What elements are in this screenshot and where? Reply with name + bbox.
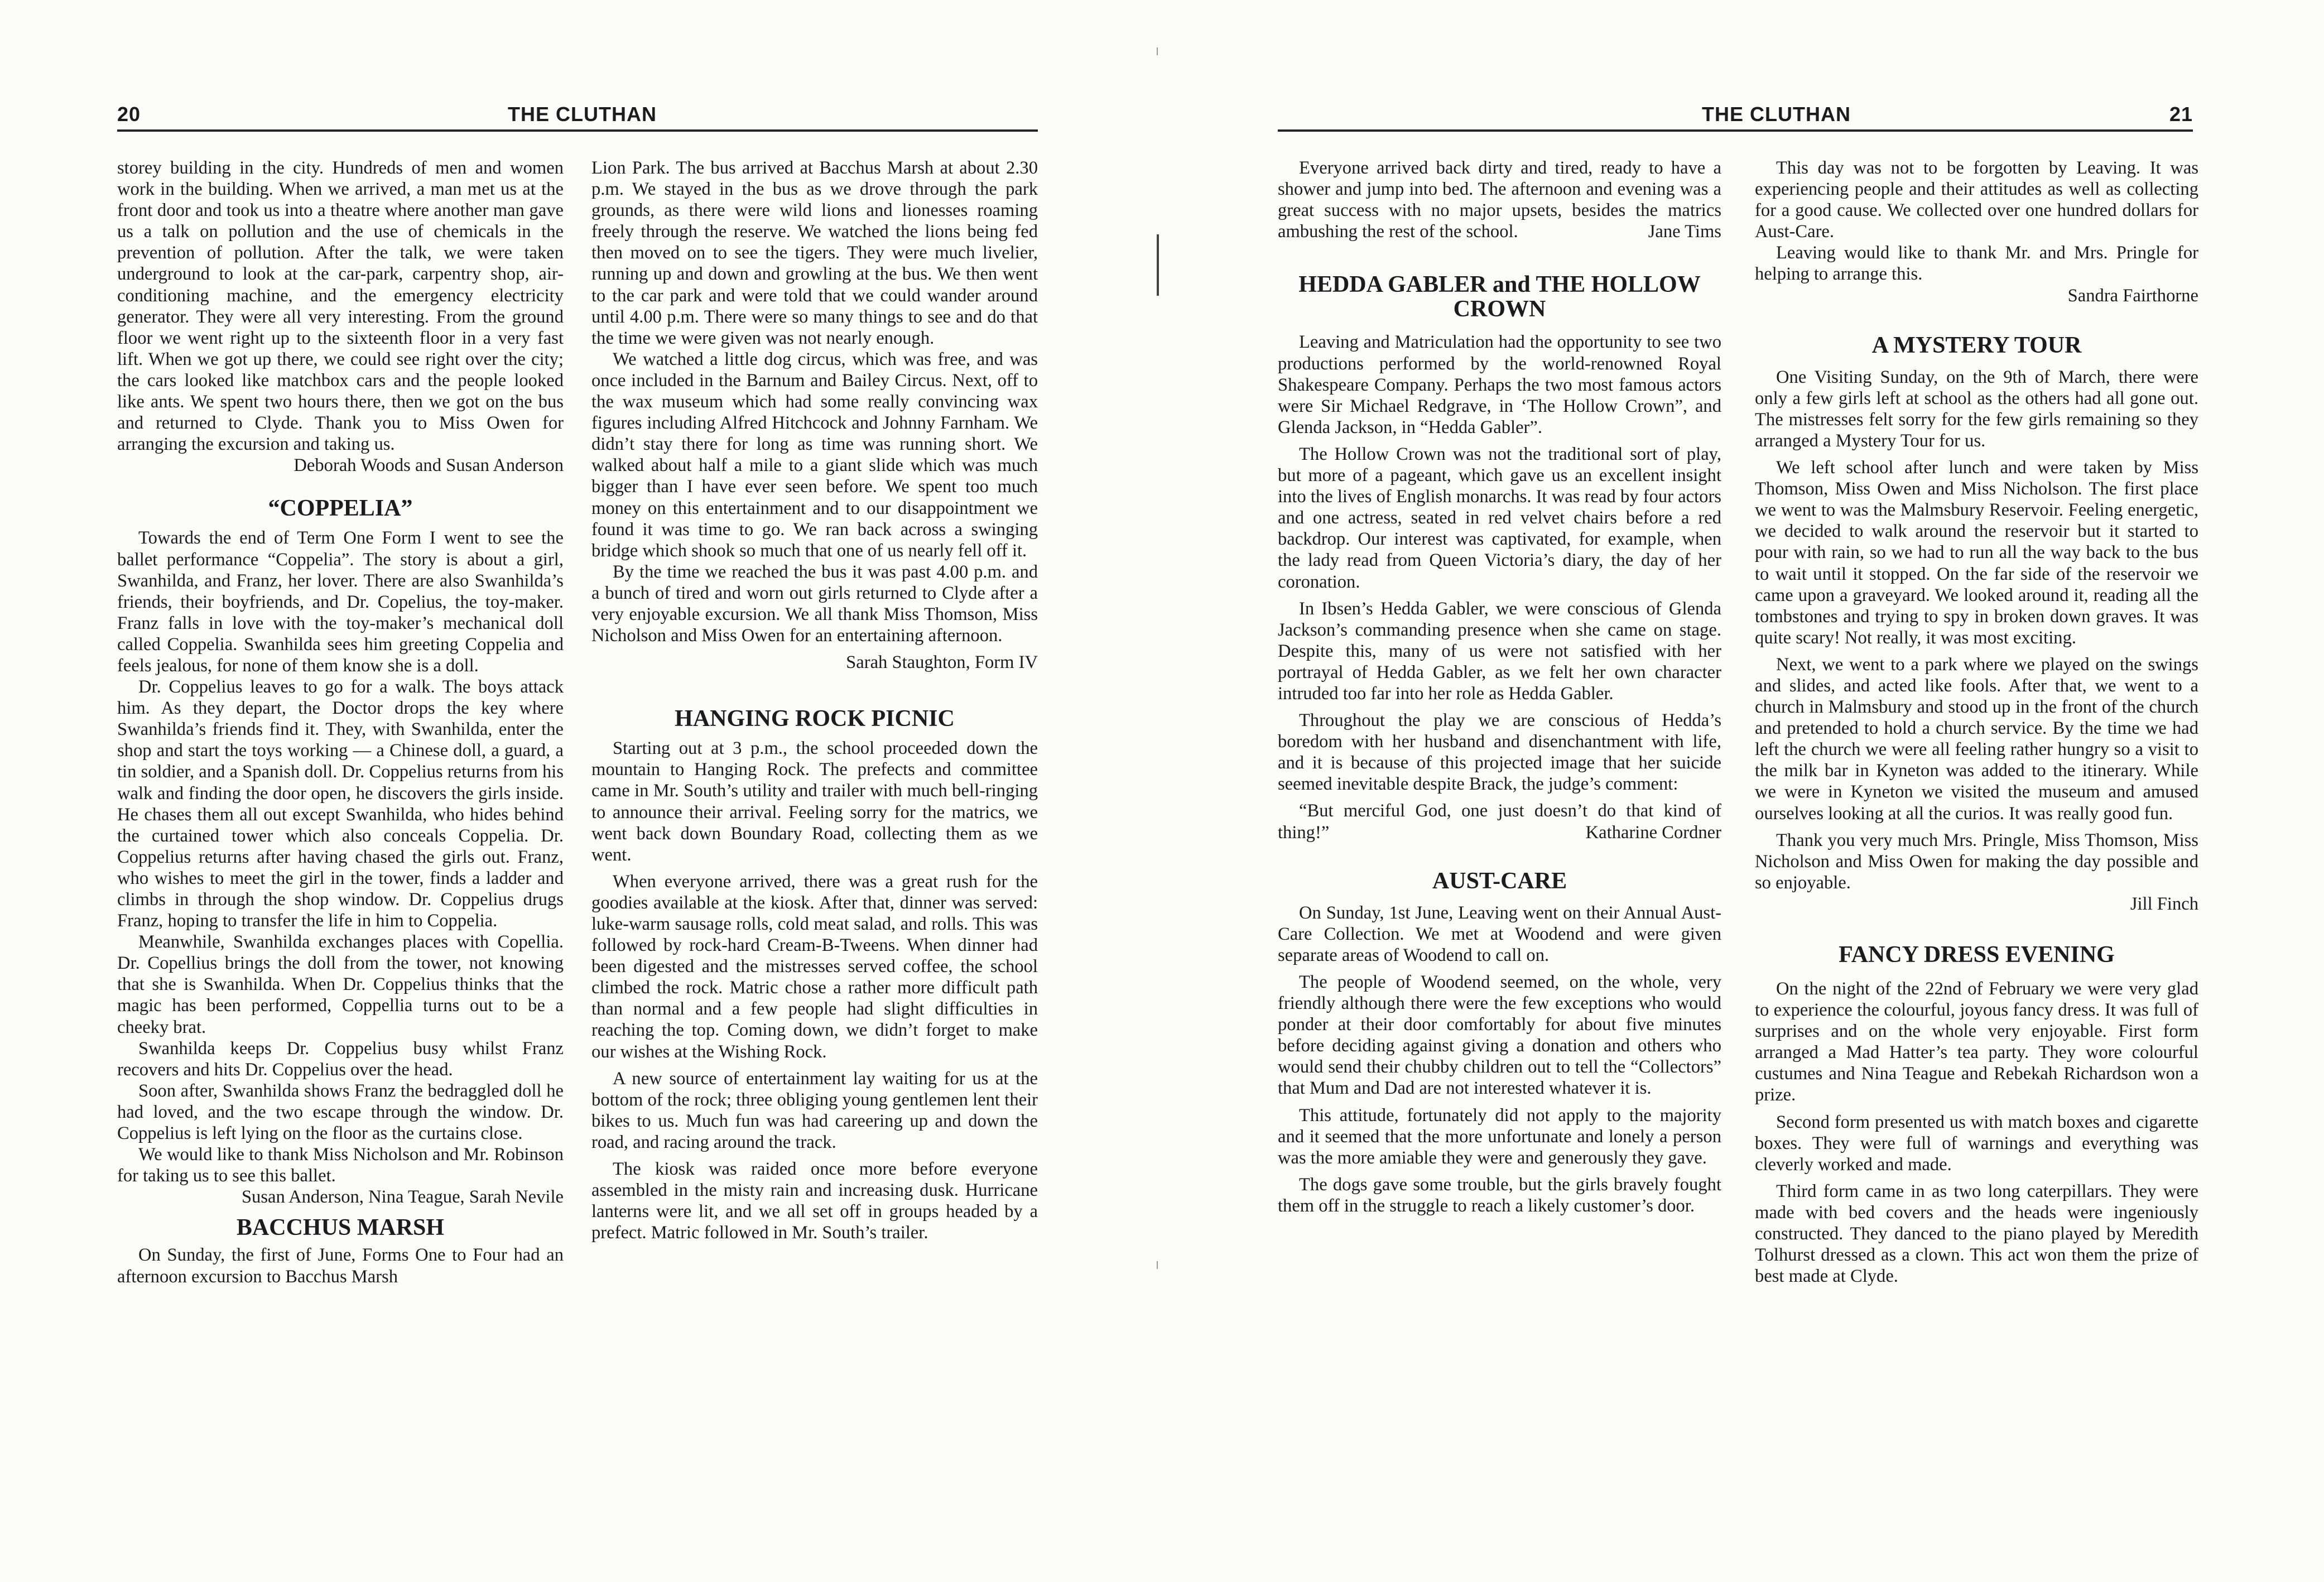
page-header-left: [117, 100, 1038, 132]
article-title: A MYSTERY TOUR: [1871, 332, 2082, 358]
column-2: [591, 157, 1038, 1243]
gutter-mark: [1157, 47, 1158, 55]
article-paragraph: Next, we went to a park where we played on the swings and slides, and acted like fools. After that, we went to a church in Malmsbury and stood up in the front of the church and pretended to hold a church service. By the time we had left the church we were all feeling rather hungry so a visit to the milk bar in Kyneton was added to the itinerary. While we were in Kyneton we visited the museum and amused ourselves looking at all the curios. It was really good fun.: [1755, 654, 2198, 824]
article-paragraph: Starting out at 3 p.m., the school proceeded down the mountain to Hanging Rock. The prefects and committee came in Mr. South’s utility and trailer with much bell-ringing to announce their arrival. Feeling sorry for the matrics, we went back down Boundary Road, collecting them as we went.: [591, 738, 1038, 865]
article-signature: Susan Anderson, Nina Teague, Sarah Nevile: [241, 1187, 564, 1208]
header-title: THE CLUTHAN: [1702, 103, 1851, 126]
article-signature: Katharine Cordner: [1585, 822, 1721, 843]
header-title: THE CLUTHAN: [508, 103, 657, 126]
article-title: BACCHUS MARSH: [236, 1215, 445, 1241]
article-paragraph: Dr. Coppelius leaves to go for a walk. The boys attack him. As they depart, the Doctor drops the key where Swanhilda’s friends find it. They, with Swanhilda, enter the shop and start the toys working — a Chinese doll, a guard, a tin soldier, and a Spanish doll. Dr. Coppelius returns from his walk and finding the door open, he discovers the girls inside. He chases them all out except Swanhilda, who hides behind the curtained tower which also conceals Coppelia. Dr. Coppelius returns after having chased the girls out. Franz, who wishes to meet the girl in the tower, finds a ladder and climbs in through the shop window. Dr. Coppelius drugs Franz, hoping to transfer the life in him to Coppelia.: [117, 677, 564, 931]
article-paragraph: This day was not to be forgotten by Leaving. It was experiencing people and their attitudes as well as collecting for a good cause. We collected over one hundred dollars for Aust-Care.: [1755, 158, 2198, 242]
gutter-mark: [1157, 1261, 1158, 1269]
column-4: [1755, 157, 2198, 1287]
article-paragraph: Swanhilda keeps Dr. Coppelius busy whilst Franz recovers and hits Dr. Coppelius over the head.: [117, 1038, 564, 1080]
article-signature: Jane Tims: [1648, 222, 1721, 242]
page-number: 21: [2169, 103, 2193, 126]
article-paragraph: The people of Woodend seemed, on the whole, very friendly although there were the few exceptions who would ponder at their door comfortably for about five minutes before deciding against giving a donation and others who would send their chubby children out to tell the “Collectors” that Mum and Dad are not interested whatever it is.: [1278, 972, 1721, 1099]
article-paragraph: By the time we reached the bus it was past 4.00 p.m. and a bunch of tired and worn out girls returned to Clyde after a very enjoyable excursion. We all thank Miss Thomson, Miss Nicholson and Miss Owen for an entertaining afternoon.: [591, 561, 1038, 646]
article-signature: Deborah Woods and Susan Anderson: [293, 455, 564, 476]
article-paragraph: Throughout the play we are conscious of Hedda’s boredom with her husband and disenchantment with life, and it is because of this projected image that her suicide seemed inevitable despite Brack, the judge’s comment:: [1278, 710, 1721, 795]
column-1: [117, 157, 564, 1287]
article-paragraph: When everyone arrived, there was a great rush for the goodies available at the kiosk. After that, dinner was served: luke-warm sausage rolls, cold meat salad, and rolls. This was followed by rock-hard Cream-B-Tweens. When dinner had been digested and the mistresses served coffee, the school climbed the rock. Matric chose a rather more difficult path than normal and a few people had slight difficulties in reaching the top. Coming down, we didn’t forget to make our wishes at the Wishing Rock.: [591, 871, 1038, 1062]
article-paragraph: A new source of entertainment lay waiting for us at the bottom of the rock; three obliging young gentlemen lent their bikes to us. Much fun was had careering up and down the road, and racing around the track.: [591, 1068, 1038, 1152]
article-paragraph: The dogs gave some trouble, but the girls bravely fought them off in the struggle to reach a likely customer’s door.: [1278, 1174, 1721, 1216]
article-paragraph: Thank you very much Mrs. Pringle, Miss Thomson, Miss Nicholson and Miss Owen for making the day possible and so enjoyable.: [1755, 830, 2198, 893]
article-paragraph: Leaving and Matriculation had the opportunity to see two productions performed by the world-renowned Royal Shakespeare Company. Perhaps the two most famous actors were Sir Michael Redgrave, in ‘The Hollow Crown”, and Glenda Jackson, in “Hedda Gabler”.: [1278, 332, 1721, 437]
article-paragraph: This attitude, fortunately did not apply to the majority and it seemed that the more unfortunate and lonely a person was the more amiable they were and generously they gave.: [1278, 1105, 1721, 1168]
article-signature: Sandra Fairthorne: [2067, 285, 2198, 306]
article-title: HEDDA GABLER and THE HOLLOW CROWN: [1298, 272, 1701, 323]
page-header-right: [1278, 100, 2193, 132]
article-paragraph: The Hollow Crown was not the traditional sort of play, but more of a pageant, which gave us an excellent insight into the lives of English monarchs. It was read by four actors and one actress, seated in red velvet chairs before a red backdrop. Our interest was captivated, for example, when the lady read from Queen Victoria’s diary, the day of her coronation.: [1278, 444, 1721, 592]
article-signature: Jill Finch: [2130, 893, 2198, 914]
article-paragraph: On Sunday, the first of June, Forms One to Four had an afternoon excursion to Bacchus Marsh: [117, 1245, 564, 1287]
article-paragraph: Meanwhile, Swanhilda exchanges places with Copellia. Dr. Copellius brings the doll from the tower, not knowing that she is Swanhilda. When Dr. Coppelius thinks that the magic has been performed, Coppellia turns out to be a cheeky brat.: [117, 932, 564, 1037]
article-paragraph: We left school after lunch and were taken by Miss Thomson, Miss Owen and Miss Nicholson. The first place we went to was the Malmsbury Reservoir. Feeling energetic, we decided to walk around the reservoir but it started to pour with rain, so we had to run all the way back to the bus to wait until it stopped. On the far side of the reservoir we came upon a graveyard. We looked around it, reading all the tombstones and trying to spy in broken down graves. It was quite scary! Not really, it was most exciting.: [1755, 458, 2198, 648]
article-title: “COPPELIA”: [268, 496, 413, 522]
gutter-mark: [1157, 234, 1159, 296]
article-paragraph: storey building in the city. Hundreds of men and women work in the building. When we arrived, a man met us at the front door and took us into a theatre where another man gave us a talk on pollution and the use of chemicals in the prevention of pollution. After the talk, we were taken underground to look at the car-park, carpentry shop, air-conditioning machine, and the emergency electricity generator. They were all very interesting. From the ground floor we went right up to the sixteenth floor in a very fast lift. When we got up there, we could see right over the city; the cars looked like matchbox cars and the people looked like ants. We spent two hours there, then we got on the bus and returned to Clyde. Thank you to Miss Owen for arranging the excursion and taking us.: [117, 158, 564, 455]
article-paragraph: Third form came in as two long caterpillars. They were made with bed covers and the heads were ingeniously constructed. They danced to the piano played by Meredith Tolhurst dressed as a clown. This act won them the prize of best made at Clyde.: [1755, 1181, 2198, 1287]
article-paragraph: We would like to thank Miss Nicholson and Mr. Robinson for taking us to see this ballet.: [117, 1145, 564, 1186]
article-paragraph: One Visiting Sunday, on the 9th of March, there were only a few girls left at school as the others had all gone out. The mistresses felt sorry for the few girls remaining so they arranged a Mystery Tour for us.: [1755, 367, 2198, 451]
article-paragraph: Leaving would like to thank Mr. and Mrs. Pringle for helping to arrange this.: [1755, 243, 2198, 285]
article-paragraph: Lion Park. The bus arrived at Bacchus Marsh at about 2.30 p.m. We stayed in the bus as we drove through the park grounds, as there were wild lions and lionesses roaming freely through the reserve. We watched the lions being fed then moved on to see the tigers. They were much livelier, running up and down and growling at the bus. We then went to the car park and were told that we could wander around until 4.00 p.m. There were so many things to see and do that the time we were given was not nearly enough.: [591, 158, 1038, 348]
article-paragraph: We watched a little dog circus, which was free, and was once included in the Barnum and Bailey Circus. Next, off to the wax museum which had some really convincing wax figures including Alfred Hitchcock and Johnny Farnham. We didn’t stay there for long as time was running short. We walked about half a mile to a giant slide which was much bigger than I have ever seen before. We spent too much money on this entertainment and to our disappointment we found it was time to go. We ran back across a swinging bridge which shook so much that one of us nearly fell off it.: [591, 349, 1038, 561]
article-paragraph: Second form presented us with match boxes and cigarette boxes. They were full of warnings and everything was cleverly worked and made.: [1755, 1112, 2198, 1175]
article-paragraph: Everyone arrived back dirty and tired, ready to have a shower and jump into bed. The afternoon and evening was a great success with no major upsets, besides the matrics ambushing the rest of the school.: [1278, 158, 1721, 242]
article-paragraph: Soon after, Swanhilda shows Franz the bedraggled doll he had loved, and the two escape through the window. Dr. Coppelius is left lying on the floor as the curtains close.: [117, 1080, 564, 1144]
article-quote: “But merciful God, one just doesn’t do that kind of thing!”: [1278, 801, 1721, 843]
article-paragraph: In Ibsen’s Hedda Gabler, we were conscious of Glenda Jackson’s commanding presence when she came on stage. Despite this, many of us were not satisfied with her portrayal of Hedda Gabler, as we felt her own character intruded too far into her role as Hedda Gabler.: [1278, 598, 1721, 704]
article-paragraph: On Sunday, 1st June, Leaving went on their Annual Aust-Care Collection. We met at Woodend and were given separate areas of Woodend to call on.: [1278, 902, 1721, 965]
article-title: HANGING ROCK PICNIC: [675, 706, 955, 732]
column-3: [1278, 157, 1721, 1216]
article-paragraph: Towards the end of Term One Form I went to see the ballet performance “Coppelia”. The story is about a girl, Swanhilda, and Franz, her lover. There are also Swanhilda’s friends, their boyfriends, and Dr. Copelius, the toy-maker. Franz falls in love with the toy-maker’s mechanical doll called Coppelia. Swanhilda sees him greeting Coppelia and feels jealous, for none of them know she is a doll.: [117, 528, 564, 676]
article-title: FANCY DRESS EVENING: [1839, 942, 2115, 968]
article-paragraph: On the night of the 22nd of February we were very glad to experience the colourful, joyous fancy dress. It was full of surprises and on the whole very enjoyable. First form arranged a Mad Hatter’s tea party. They wore colourful custumes and Nina Teague and Rebekah Richardson won a prize.: [1755, 979, 2198, 1105]
article-title: AUST-CARE: [1432, 868, 1567, 894]
page-number: 20: [117, 103, 141, 126]
article-signature: Sarah Staughton, Form IV: [846, 652, 1038, 673]
article-paragraph: The kiosk was raided once more before everyone assembled in the misty rain and increasing dusk. Hurricane lanterns were lit, and we all set off in groups headed by a prefect. Matric followed in Mr. South’s trailer.: [591, 1159, 1038, 1243]
